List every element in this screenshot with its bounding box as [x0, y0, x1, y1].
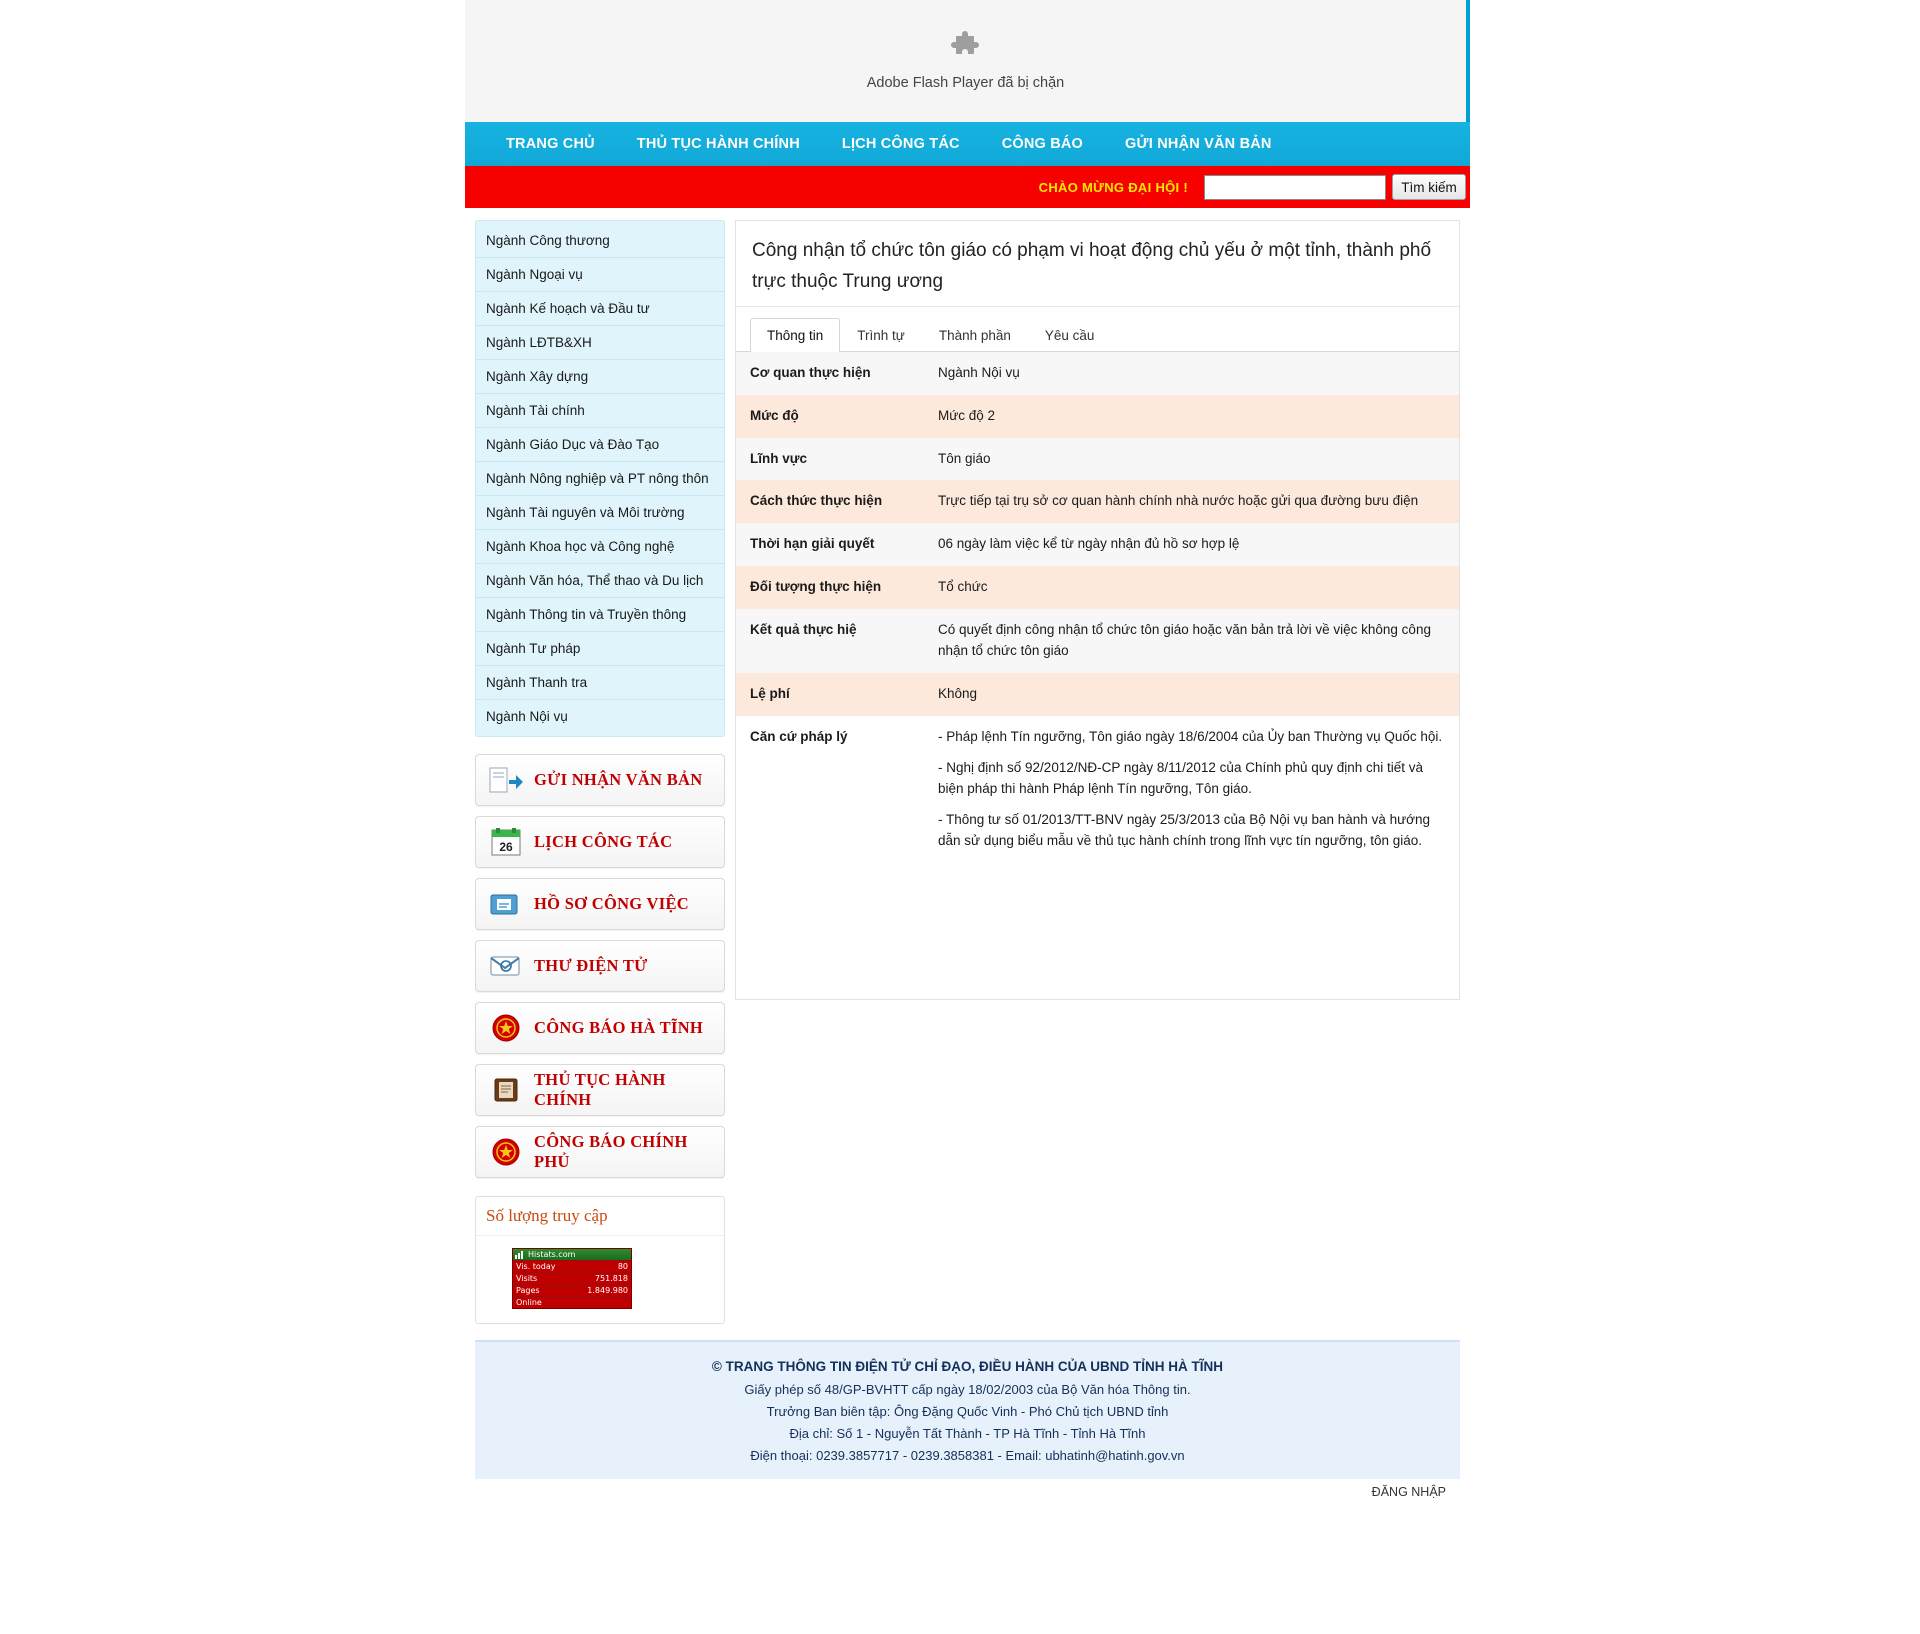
- field-key: Thời hạn giải quyết: [750, 536, 875, 552]
- field-value: Có quyết định công nhận tổ chức tôn giáo hoặc văn bản trả lời về việc không công nhận tổ chức tôn giáo: [938, 622, 1431, 659]
- field-key: Lĩnh vực: [750, 450, 808, 466]
- site-footer: [475, 1340, 1460, 1479]
- table-row: [736, 352, 1459, 395]
- histats-row-value: 751.818: [594, 1274, 628, 1283]
- quick-link-label: HỒ SƠ CÔNG VIỆC: [534, 894, 690, 913]
- search-input[interactable]: [1204, 175, 1386, 200]
- nav-item-work-calendar[interactable]: LỊCH CÔNG TÁC: [841, 136, 960, 152]
- search-bar: [465, 166, 1470, 208]
- footer-line-editor: Trưởng Ban biên tập: Ông Đặng Quốc Vinh - Phó Chủ tịch UBND tỉnh: [766, 1404, 1169, 1420]
- quick-link-label: THỦ TỤC HÀNH CHÍNH: [534, 1070, 666, 1109]
- quick-link-ha-tinh-gazette[interactable]: [475, 1002, 725, 1054]
- quick-link-label: LỊCH CÔNG TÁC: [534, 832, 673, 851]
- histats-row-label: Online: [516, 1298, 542, 1307]
- field-value: Tôn giáo: [938, 450, 991, 466]
- field-key: Cách thức thực hiện: [750, 493, 883, 509]
- welcome-message: CHÀO MỪNG ĐẠI HỘI !: [1038, 179, 1188, 195]
- login-link[interactable]: ĐĂNG NHẬP: [1371, 1485, 1446, 1500]
- sidebar-item-noi-vu[interactable]: Ngành Nội vụ: [486, 709, 568, 724]
- field-key: Mức độ: [750, 407, 799, 423]
- quick-link-label: CÔNG BÁO CHÍNH PHỦ: [534, 1132, 688, 1171]
- histats-row-value: 1.849.980: [587, 1286, 628, 1295]
- field-key: Căn cứ pháp lý: [750, 728, 848, 744]
- calendar-26-icon: [484, 825, 528, 859]
- histats-title: Histats.com: [528, 1250, 576, 1259]
- footer-line-contact: Điện thoại: 0239.3857717 - 0239.3858381 - Email: ubhatinh@hatinh.gov.vn: [750, 1448, 1185, 1464]
- email-icon: [484, 949, 528, 983]
- quick-link-label: THƯ ĐIỆN TỬ: [534, 956, 648, 975]
- sidebar-item-tu-phap[interactable]: Ngành Tư pháp: [476, 632, 724, 666]
- legal-line: - Thông tư số 01/2013/TT-BNV ngày 25/3/2013 của Bộ Nội vụ ban hành và hướng dẫn sử dụng biểu mẫu về thủ tục hành chính trong lĩnh vực tín ngưỡng, tôn giáo.: [938, 811, 1430, 848]
- sidebar-item-giao-duc-dao-tao[interactable]: Ngành Giáo Dục và Đào Tạo: [476, 428, 724, 462]
- sidebar: [475, 220, 725, 1324]
- nav-item-administrative-procedures[interactable]: THỦ TỤC HÀNH CHÍNH: [636, 136, 800, 152]
- site-page: [465, 0, 1470, 1634]
- table-row-legal: [736, 716, 1459, 863]
- sidebar-item-cong-thuong[interactable]: Ngành Công thương: [476, 224, 724, 258]
- quick-link-document-exchange[interactable]: [475, 754, 725, 806]
- sidebar-item-thong-tin-truyen-thong[interactable]: Ngành Thông tin và Truyền thông: [476, 598, 724, 632]
- sidebar-item-ldtbxh[interactable]: Ngành LĐTB&XH: [476, 326, 724, 360]
- table-row: [736, 673, 1459, 716]
- quick-link-government-gazette[interactable]: [475, 1126, 725, 1178]
- table-row: [736, 566, 1459, 609]
- article-tabs: [736, 307, 1459, 352]
- field-key: Lệ phí: [750, 686, 790, 702]
- table-row: [736, 609, 1459, 673]
- article-panel: [735, 220, 1460, 1000]
- histats-row-label: Pages: [516, 1286, 540, 1295]
- flash-blocked-banner: [465, 0, 1470, 122]
- emblem-icon: [484, 1011, 528, 1045]
- sidebar-item-xay-dung[interactable]: Ngành Xây dựng: [476, 360, 724, 394]
- histats-widget[interactable]: [512, 1248, 632, 1309]
- bar-chart-icon: [515, 1251, 525, 1259]
- field-value: Ngành Nội vụ: [938, 364, 1020, 380]
- tab-thanh-phan[interactable]: Thành phần: [938, 327, 1011, 343]
- book-icon: [484, 1073, 528, 1107]
- visitor-counter-title: Số lượng truy cập: [476, 1197, 724, 1236]
- quick-link-work-records[interactable]: [475, 878, 725, 930]
- field-value: Trực tiếp tại trụ sở cơ quan hành chính nhà nước hoặc gửi qua đường bưu điện: [938, 493, 1419, 509]
- nav-item-gazette[interactable]: CÔNG BÁO: [1001, 136, 1084, 152]
- histats-row: [513, 1284, 631, 1296]
- puzzle-piece-icon: [949, 31, 983, 65]
- nav-item-home[interactable]: TRANG CHỦ: [506, 136, 595, 152]
- field-value: 06 ngày làm việc kể từ ngày nhận đủ hồ sơ hợp lệ: [938, 536, 1240, 552]
- histats-row: [513, 1296, 631, 1308]
- histats-row: [513, 1260, 631, 1272]
- tab-trinh-tu[interactable]: Trình tự: [857, 327, 905, 343]
- field-value: Tổ chức: [938, 579, 988, 595]
- folder-work-icon: [484, 887, 528, 921]
- tab-yeu-cau[interactable]: Yêu cầu: [1044, 327, 1095, 343]
- quick-links: [475, 754, 725, 1178]
- table-row: [736, 480, 1459, 523]
- main-navigation: [465, 122, 1470, 166]
- quick-link-label: CÔNG BÁO HÀ TĨNH: [534, 1018, 704, 1037]
- quick-link-work-calendar[interactable]: [475, 816, 725, 868]
- table-row: [736, 395, 1459, 438]
- department-list: [475, 220, 725, 737]
- svg-text:26: 26: [499, 840, 513, 854]
- field-value: [924, 716, 1459, 863]
- sidebar-item-nong-nghiep[interactable]: Ngành Nông nghiệp và PT nông thôn: [476, 462, 724, 496]
- field-value: Không: [938, 686, 978, 702]
- legal-line: - Pháp lệnh Tín ngưỡng, Tôn giáo ngày 18/6/2004 của Ủy ban Thường vụ Quốc hội.: [938, 728, 1443, 744]
- field-key: Cơ quan thực hiện: [750, 364, 871, 380]
- sidebar-item-ngoai-vu[interactable]: Ngành Ngoại vụ: [476, 258, 724, 292]
- visitor-counter: [475, 1196, 725, 1324]
- procedure-info-table: [736, 352, 1459, 863]
- histats-row-label: Vis. today: [516, 1262, 556, 1271]
- histats-header: [513, 1249, 631, 1260]
- login-row: [465, 1479, 1470, 1509]
- field-key: Đối tượng thực hiện: [750, 579, 882, 595]
- table-row: [736, 438, 1459, 481]
- footer-line-address: Địa chỉ: Số 1 - Nguyễn Tất Thành - TP Hà Tĩnh - Tỉnh Hà Tĩnh: [789, 1426, 1146, 1442]
- sidebar-item-van-hoa-the-thao-du-lich[interactable]: Ngành Văn hóa, Thể thao và Du lịch: [476, 564, 724, 598]
- quick-link-administrative-procedures[interactable]: [475, 1064, 725, 1116]
- sidebar-item-thanh-tra[interactable]: Ngành Thanh tra: [476, 666, 724, 700]
- quick-link-label: GỬI NHẬN VĂN BẢN: [534, 770, 703, 789]
- histats-row: [513, 1272, 631, 1284]
- nav-item-document-exchange[interactable]: GỬI NHẬN VĂN BẢN: [1125, 136, 1272, 152]
- tab-thong-tin[interactable]: Thông tin: [750, 318, 840, 352]
- histats-row-label: Visits: [516, 1274, 538, 1283]
- page-title: Công nhận tổ chức tôn giáo có phạm vi hoạt động chủ yếu ở một tỉnh, thành phố trực thuộc Trung ương: [736, 221, 1459, 307]
- flash-blocked-text: Adobe Flash Player đã bị chặn: [866, 75, 1065, 91]
- footer-line-license: Giấy phép số 48/GP-BVHTT cấp ngày 18/02/2003 của Bộ Văn hóa Thông tin.: [744, 1381, 1191, 1397]
- quick-link-email[interactable]: [475, 940, 725, 992]
- document-arrow-icon: [484, 763, 528, 797]
- sidebar-item-tai-nguyen-moi-truong[interactable]: Ngành Tài nguyên và Môi trường: [476, 496, 724, 530]
- field-key: Kết quả thực hiệ: [750, 622, 857, 638]
- legal-line: - Nghị định số 92/2012/NĐ-CP ngày 8/11/2012 của Chính phủ quy định chi tiết và biện pháp thi hành Pháp lệnh Tín ngưỡng, Tôn giáo.: [938, 759, 1424, 796]
- sidebar-item-ke-hoach-dau-tu[interactable]: Ngành Kế hoạch và Đầu tư: [476, 292, 724, 326]
- content-area: [465, 208, 1470, 1324]
- emblem-icon: [484, 1135, 528, 1169]
- sidebar-item-khoa-hoc-cong-nghe[interactable]: Ngành Khoa học và Công nghệ: [476, 530, 724, 564]
- field-value: Mức độ 2: [938, 407, 996, 423]
- search-button[interactable]: Tìm kiếm: [1392, 174, 1466, 200]
- histats-row-value: 80: [617, 1262, 628, 1271]
- sidebar-item-tai-chinh[interactable]: Ngành Tài chính: [476, 394, 724, 428]
- table-row: [736, 523, 1459, 566]
- footer-line-copyright: © TRANG THÔNG TIN ĐIỆN TỬ CHỈ ĐẠO, ĐIỀU HÀNH CỦA UBND TỈNH HÀ TĨNH: [711, 1359, 1224, 1374]
